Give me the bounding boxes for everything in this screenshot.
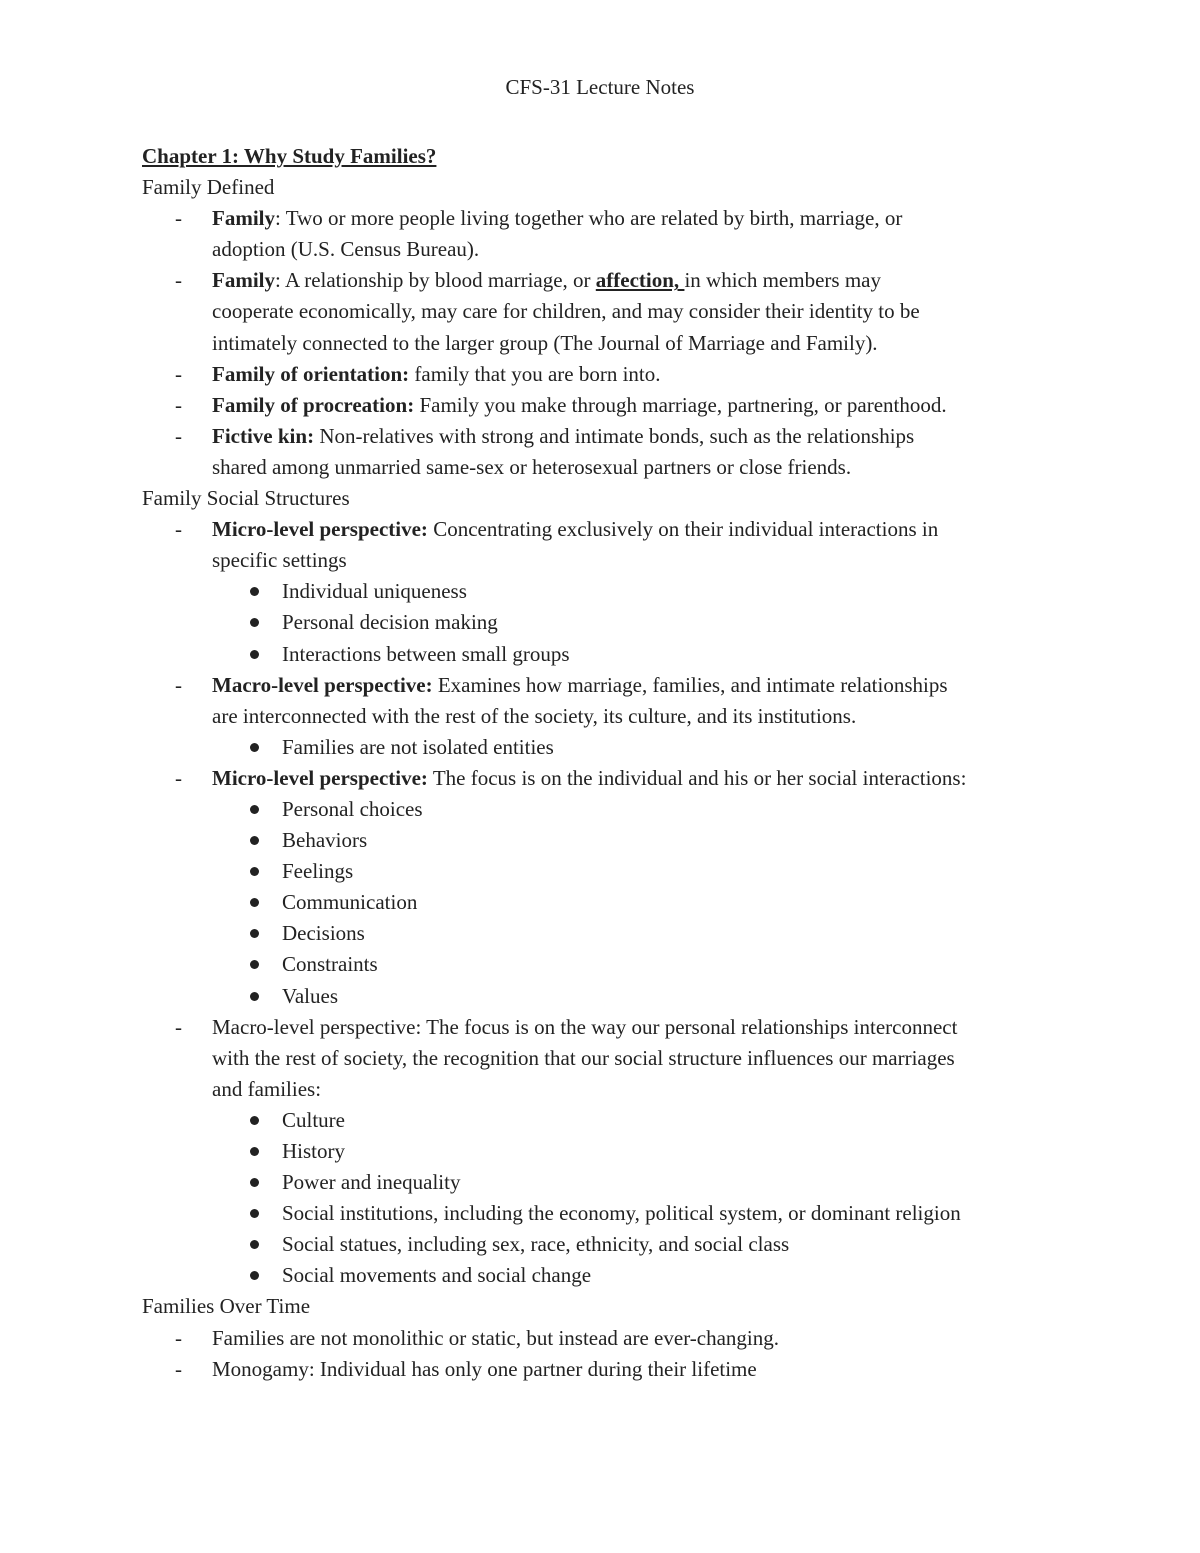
bullet-dot	[250, 743, 259, 752]
dash-marker: -	[175, 1356, 182, 1381]
list-item	[142, 763, 1142, 794]
term: Family	[212, 206, 275, 231]
definition: adoption (U.S. Census Bureau).	[212, 237, 480, 262]
bullet-item	[142, 918, 1142, 949]
document-body	[142, 141, 1142, 1385]
bullet-item	[142, 1198, 1142, 1229]
bullet-text: Decisions	[282, 921, 365, 946]
section-label: Families Over Time	[142, 1294, 311, 1319]
bullet-dot	[250, 1178, 259, 1187]
bullet-dot	[250, 805, 259, 814]
list-item	[142, 203, 1142, 265]
bullet-dot	[250, 1271, 259, 1280]
bullet-dot	[250, 960, 259, 969]
document-title: CFS-31 Lecture Notes	[505, 75, 695, 99]
term: Micro-level perspective:	[212, 517, 428, 542]
bullet-text: Social institutions, including the economy, political system, or dominant religion	[282, 1201, 961, 1226]
definition: family that you are born into.	[414, 361, 661, 386]
dash-marker: -	[175, 672, 182, 697]
dash-marker: -	[175, 206, 182, 231]
term: Family	[212, 268, 275, 293]
dash-marker: -	[175, 392, 182, 417]
bullet-text: Values	[282, 983, 338, 1008]
separator: :	[275, 268, 285, 293]
bullet-text: Social movements and social change	[282, 1263, 592, 1288]
dash-marker: -	[175, 423, 182, 448]
list-item	[142, 421, 1142, 483]
bullet-dot	[250, 587, 259, 596]
bullet-item	[142, 607, 1142, 638]
section-label: Family Defined	[142, 175, 275, 200]
definition: cooperate economically, may care for children, and may consider their identity to be	[212, 299, 920, 324]
dash-marker: -	[175, 1325, 182, 1350]
dash-marker: -	[175, 1014, 182, 1039]
term: Family of procreation:	[212, 392, 415, 417]
bullet-text: Feelings	[282, 859, 354, 884]
definition: shared among unmarried same-sex or heterosexual partners or close friends.	[212, 454, 852, 479]
bullet-text: Culture	[282, 1107, 345, 1132]
definition: Families are not monolithic or static, but instead are ever-changing.	[212, 1325, 779, 1350]
definition: specific settings	[212, 548, 347, 573]
bullet-dot	[250, 1240, 259, 1249]
bullet-text: Communication	[282, 890, 418, 915]
definition: Macro-level perspective: The focus is on the way our personal relationships interconnect	[212, 1014, 958, 1039]
bullet-item	[142, 825, 1142, 856]
bullet-item	[142, 856, 1142, 887]
bullet-dot	[250, 992, 259, 1001]
list-item	[142, 1323, 1142, 1354]
bullet-dot	[250, 836, 259, 845]
dash-marker: -	[175, 268, 182, 293]
separator: :	[275, 206, 286, 231]
list-item	[142, 265, 1142, 358]
bullet-item	[142, 576, 1142, 607]
list-item	[142, 670, 1142, 732]
list-item	[142, 390, 1142, 421]
chapter-heading: Chapter 1: Why Study Families?	[142, 144, 437, 168]
definition: Examines how marriage, families, and intimate relationships	[437, 672, 948, 697]
emphasis: affection,	[595, 268, 685, 293]
term: Family of orientation:	[212, 361, 410, 386]
bullet-dot	[250, 898, 259, 907]
term: Macro-level perspective:	[212, 672, 433, 697]
definition: in which members may	[684, 268, 881, 293]
definition: Non-relatives with strong and intimate bonds, such as the relationships	[319, 423, 915, 448]
bullet-item	[142, 732, 1142, 763]
definition: Monogamy: Individual has only one partner during their lifetime	[212, 1356, 757, 1381]
dash-marker: -	[175, 765, 182, 790]
definition: Concentrating exclusively on their individual interactions in	[433, 517, 939, 542]
bullet-item	[142, 1229, 1142, 1260]
definition: Family you make through marriage, partnering, or parenthood.	[419, 392, 947, 417]
bullet-dot	[250, 929, 259, 938]
definition: intimately connected to the larger group (The Journal of Marriage and Family).	[212, 330, 878, 355]
bullet-item	[142, 639, 1142, 670]
bullet-dot	[250, 867, 259, 876]
bullet-item	[142, 949, 1142, 980]
bullet-dot	[250, 650, 259, 659]
bullet-dot	[250, 1147, 259, 1156]
bullet-text: Families are not isolated entities	[282, 734, 554, 759]
definition: A relationship by blood marriage, or	[284, 268, 596, 293]
list-item	[142, 1354, 1142, 1385]
bullet-item	[142, 1136, 1142, 1167]
bullet-dot	[250, 618, 259, 627]
bullet-item	[142, 794, 1142, 825]
bullet-text: Constraints	[282, 952, 378, 977]
bullet-dot	[250, 1209, 259, 1218]
bullet-item	[142, 1260, 1142, 1291]
bullet-item	[142, 1167, 1142, 1198]
definition: with the rest of society, the recognition that our social structure influences our marriages	[212, 1045, 955, 1070]
dash-marker: -	[175, 517, 182, 542]
bullet-text: Personal choices	[282, 796, 423, 821]
definition: are interconnected with the rest of the society, its culture, and its institutions.	[212, 703, 857, 728]
bullet-text: Behaviors	[282, 828, 368, 853]
definition: and families:	[212, 1076, 322, 1101]
definition: Two or more people living together who are related by birth, marriage, or	[285, 206, 903, 231]
bullet-item	[142, 887, 1142, 918]
bullet-text: Interactions between small groups	[282, 641, 570, 666]
bullet-dot	[250, 1116, 259, 1125]
bullet-text: Individual uniqueness	[282, 579, 467, 604]
bullet-text: Power and inequality	[282, 1170, 461, 1195]
dash-marker: -	[175, 361, 182, 386]
section-label: Family Social Structures	[142, 486, 350, 511]
bullet-text: Personal decision making	[282, 610, 498, 635]
bullet-text: Social statues, including sex, race, ethnicity, and social class	[282, 1232, 790, 1257]
bullet-item	[142, 1105, 1142, 1136]
bullet-item	[142, 981, 1142, 1012]
list-item	[142, 514, 1142, 576]
term: Fictive kin:	[212, 423, 315, 448]
list-item	[142, 359, 1142, 390]
term: Micro-level perspective:	[212, 765, 428, 790]
bullet-text: History	[282, 1139, 345, 1163]
definition: The focus is on the individual and his or her social interactions:	[432, 765, 967, 790]
list-item	[142, 1012, 1142, 1105]
